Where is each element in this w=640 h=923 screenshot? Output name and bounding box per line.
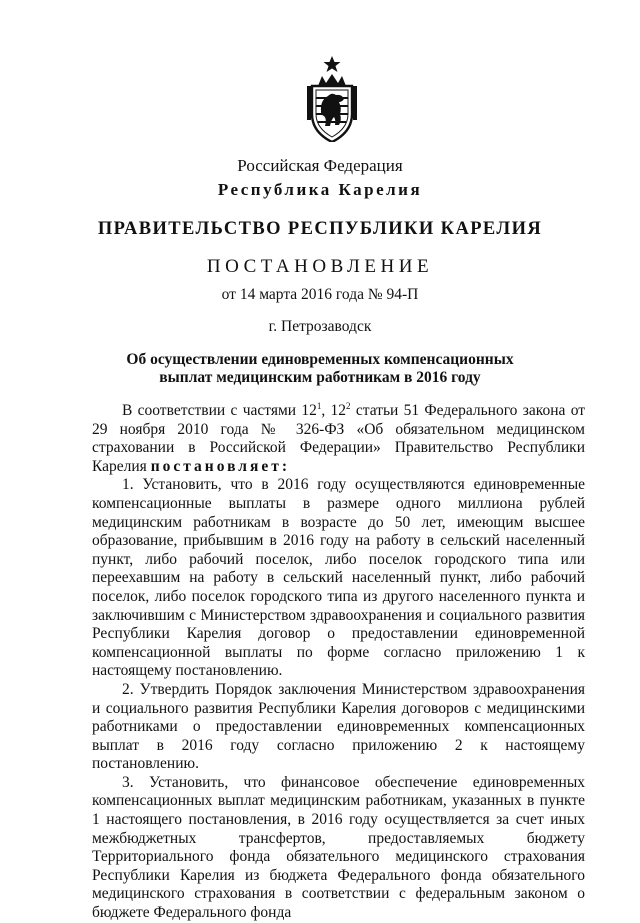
document-city: г. Петрозаводск [268,318,372,335]
preamble-text-3: статьи 51 Федерального закона от 29 ноября 2010 года № 326-ФЗ «Об обязательном медицинском страховании в Российской Федерации» Правительство Республики Карелия [92,402,586,475]
preamble-text-1: В соответствии с частями 12 [122,402,317,419]
government-name: ПРАВИТЕЛЬСТВО РЕСПУБЛИКИ КАРЕЛИЯ [97,219,543,239]
coat-of-arms-icon [306,56,358,142]
document-title [0,351,640,387]
star-icon [324,56,341,72]
preamble-text-2: , 12 [321,402,347,419]
document-body [92,402,585,923]
title-line-1: Об осуществлении единовременных компенсационных [126,351,514,368]
republic-name: Республика Карелия [217,180,423,199]
decree-word: постановляет: [150,457,290,475]
country-name: Российская Федерация [237,156,403,175]
document-date-number: от 14 марта 2016 года № 94-П [221,286,419,303]
document-type: ПОСТАНОВЛЕНИЕ [206,256,434,277]
preamble-paragraph [92,402,585,476]
superscript-2: 2 [346,400,351,411]
paragraph-item-1: 1. Установить, что в 2016 году осуществляются единовременные компенсационные выплаты в размере одного миллиона рублей медицинским работникам в возрасте до 50 лет, имеющим высшее образование, прибывшим в 2016 году на работу в сельский населенный пункт, либо рабочий поселок, либо поселок городского типа или переехавшим на работу в сельский населенный пункт, либо рабочий поселок, либо поселок городского типа из другого населенного пункта и заключившим с Министерством здравоохранения и социального развития Республики Карелия договор о предоставлении единовременной компенсационной выплаты по форме согласно приложению 1 к настоящему постановлению. [92,476,585,680]
paragraph-item-2: 2. Утвердить Порядок заключения Министерством здравоохранения и социального развития Республики Карелия договоров с медицинскими работниками о предоставлении единовременных компенсационных выплат в 2016 году согласно приложению 2 к настоящему постановлению. [92,680,585,773]
paragraph-item-3: 3. Установить, что финансовое обеспечение единовременных компенсационных выплат медицинским работникам, указанных в пункте 1 настоящего постановления, в 2016 году осуществляется за счет иных межбюджетных трансфертов, предоставляемых бюджету Территориального фонда обязательного медицинского страхования Республики Карелия из бюджета Федерального фонда обязательного медицинского страхования в соответствии с федеральным законом о бюджете Федерального фонда [92,773,585,922]
title-line-2: выплат медицинским работникам в 2016 году [159,369,481,386]
superscript-1: 1 [316,400,322,411]
